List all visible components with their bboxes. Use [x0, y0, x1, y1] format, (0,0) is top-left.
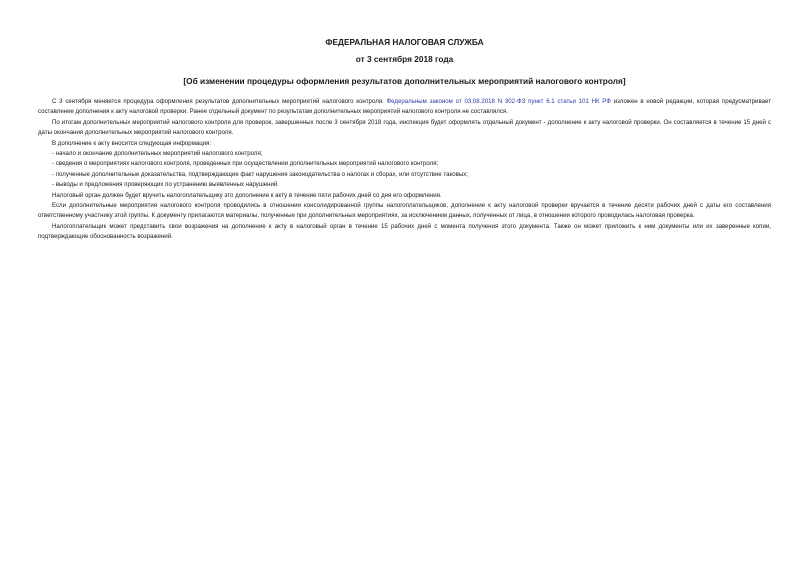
law-link[interactable]: Федеральным законом от 03.08.2018 N 302-ФЗ пункт 6.1 статьи 101 НК РФ: [386, 98, 611, 105]
paragraph-procedure: По итогам дополнительных мероприятий налогового контроля для проверок, завершенных после 3 сентября 2018 года, инспекция будет оформлять отдельный документ - дополнение к акту налоговой проверки. Он составляется в течение 15 дней с даты окончания дополнительных мероприятий налогового контроля.: [38, 118, 771, 137]
agency-title: ФЕДЕРАЛЬНАЯ НАЛОГОВАЯ СЛУЖБА: [325, 37, 484, 47]
document-page: [38, 0, 771, 243]
list-item: - начало и окончание дополнительных мероприятий налогового контроля;: [52, 150, 263, 158]
document-date: от 3 сентября 2018 года: [355, 54, 454, 64]
paragraph-delivery: Налоговый орган должен будет вручить налогоплательщику это дополнение к акту в течение пяти рабочих дней со дня его оформления.: [52, 191, 442, 199]
document-subject: [Об изменении процедуры оформления результатов дополнительных мероприятий налогового контроля]: [183, 76, 626, 86]
paragraph-intro-start: С 3 сентября меняется процедура оформления результатов дополнительных мероприятий налогового контроля.: [52, 98, 387, 105]
paragraph-objections: Налогоплательщик может представить свои возражения на дополнение к акту в налоговый орган в течение 15 рабочих дней с момента получения этого документа. Также он может приложить к ним документы или их заверенные копии, подтверждающие обоснованность возражений.: [38, 222, 771, 241]
paragraph-list-intro: В дополнение к акту вносится следующая информация:: [52, 139, 212, 147]
list-item: - сведения о мероприятиях налогового контроля, проведенных при осуществлении дополнительных мероприятий налогового контроля;: [52, 160, 439, 168]
list-item: - полученные дополнительные доказательства, подтверждающие факт нарушения законодательства о налогах и сборах, или отсутствие таковых;: [52, 170, 468, 178]
paragraph-consolidated-group: Если дополнительные мероприятия налогового контроля проводились в отношении консолидированной группы налогоплательщиков, дополнение к акту налоговой проверки вручается в течение десяти рабочих дней с даты его составления ответственному участнику этой группы. К документу прилагаются материалы, полученные при дополнительных мероприятиях, за исключением данных, полученных от лица, в отношении которого проводилась налоговая проверка.: [38, 202, 771, 220]
paragraph-intro-end: изложен в новой редакции, которая предусматривает составление дополнения к акту налоговой проверки. Ранее отдельный документ по результатам дополнительных мероприятий налогового контроля не составлялся.: [38, 98, 771, 116]
list-item: - выводы и предложения проверяющих по устранению выявленных нарушений.: [52, 181, 279, 189]
document-body: [38, 97, 771, 243]
paragraph-intro: [38, 97, 771, 118]
